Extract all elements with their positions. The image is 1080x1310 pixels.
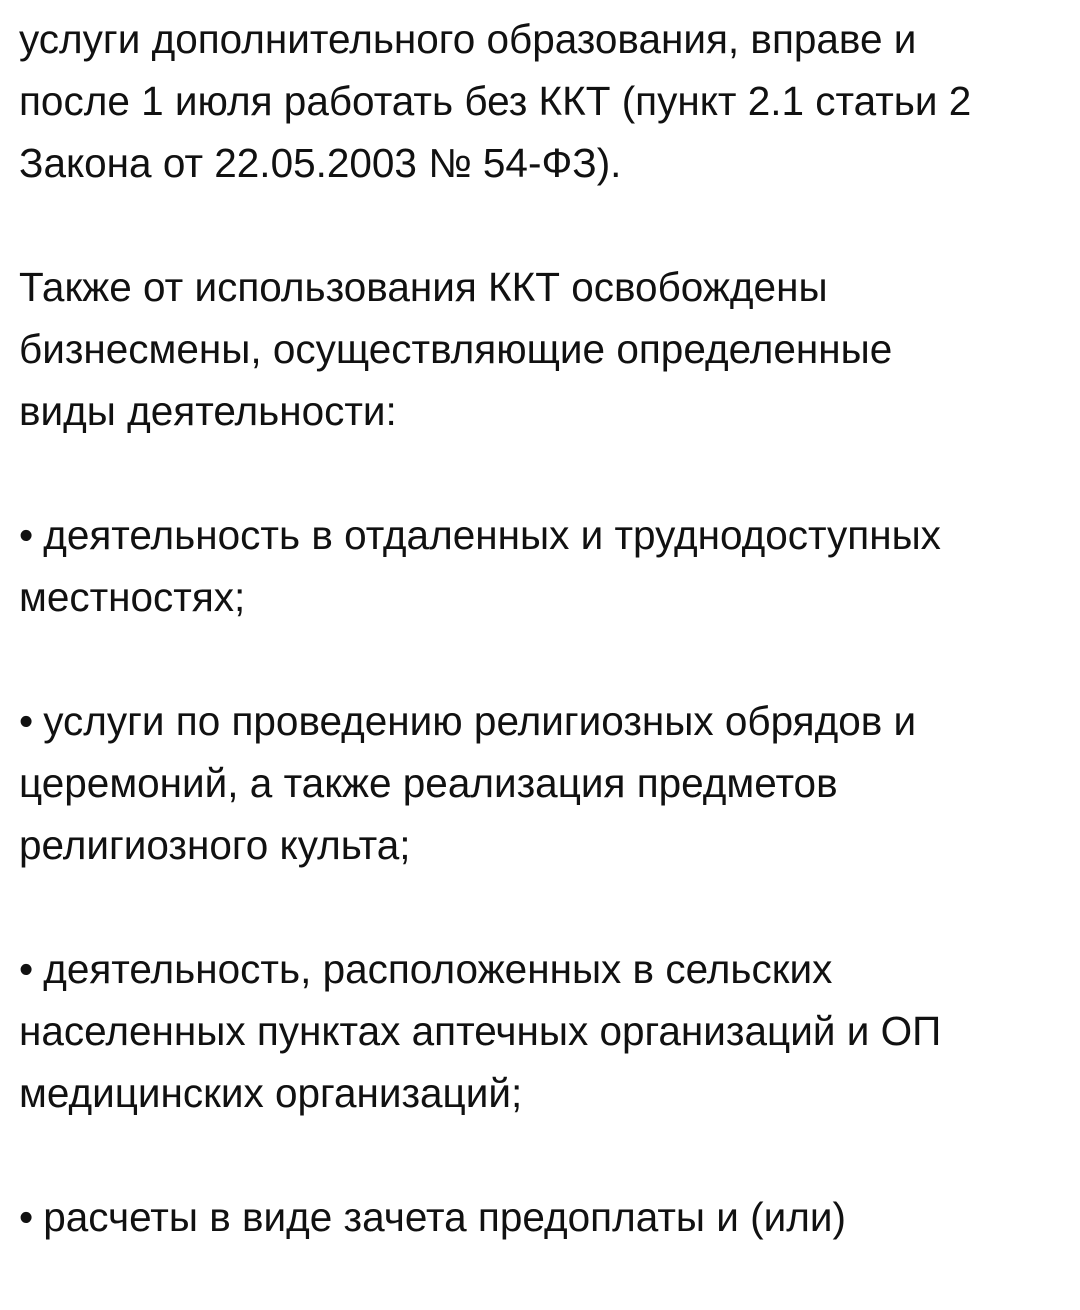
bullet-icon: • bbox=[19, 698, 34, 744]
bullet-icon: • bbox=[19, 1194, 34, 1240]
text-line: виды деятельности: bbox=[19, 388, 397, 434]
text-line bbox=[19, 938, 1071, 1000]
document-text bbox=[19, 8, 1071, 1310]
text-line: после 1 июля работать без ККТ (пункт 2.1 статьи 2 bbox=[19, 78, 972, 124]
text-line: церемоний, а также реализация предметов bbox=[19, 760, 838, 806]
bullet-icon: • bbox=[19, 946, 34, 992]
text-line: местностях; bbox=[19, 574, 246, 620]
bullet-item bbox=[19, 938, 1071, 1124]
text-line: услуги дополнительного образования, вправе и bbox=[19, 16, 917, 62]
intro-paragraph bbox=[19, 8, 1071, 194]
text-line bbox=[19, 690, 1071, 752]
text-line bbox=[19, 504, 1071, 566]
text-line: религиозного культа; bbox=[19, 822, 411, 868]
text-line: Также от использования ККТ освобождены bbox=[19, 264, 828, 310]
bullet-item bbox=[19, 504, 1071, 628]
bullet-text: расчеты в виде зачета предоплаты и (или) bbox=[43, 1194, 846, 1240]
bullet-text: деятельность в отдаленных и труднодоступных bbox=[43, 512, 941, 558]
bullet-icon: • bbox=[19, 512, 34, 558]
text-line: бизнесмены, осуществляющие определенные bbox=[19, 326, 893, 372]
bullet-item bbox=[19, 690, 1071, 876]
bullet-text: услуги по проведению религиозных обрядов и bbox=[43, 698, 917, 744]
exemption-paragraph bbox=[19, 256, 1071, 442]
text-line: населенных пунктах аптечных организаций и ОП bbox=[19, 1008, 942, 1054]
bullet-item bbox=[19, 1186, 1071, 1248]
bullet-text: деятельность, расположенных в сельских bbox=[43, 946, 833, 992]
text-line: медицинских организаций; bbox=[19, 1070, 523, 1116]
text-line: Закона от 22.05.2003 № 54-ФЗ). bbox=[19, 140, 622, 186]
text-line bbox=[19, 1186, 1071, 1248]
